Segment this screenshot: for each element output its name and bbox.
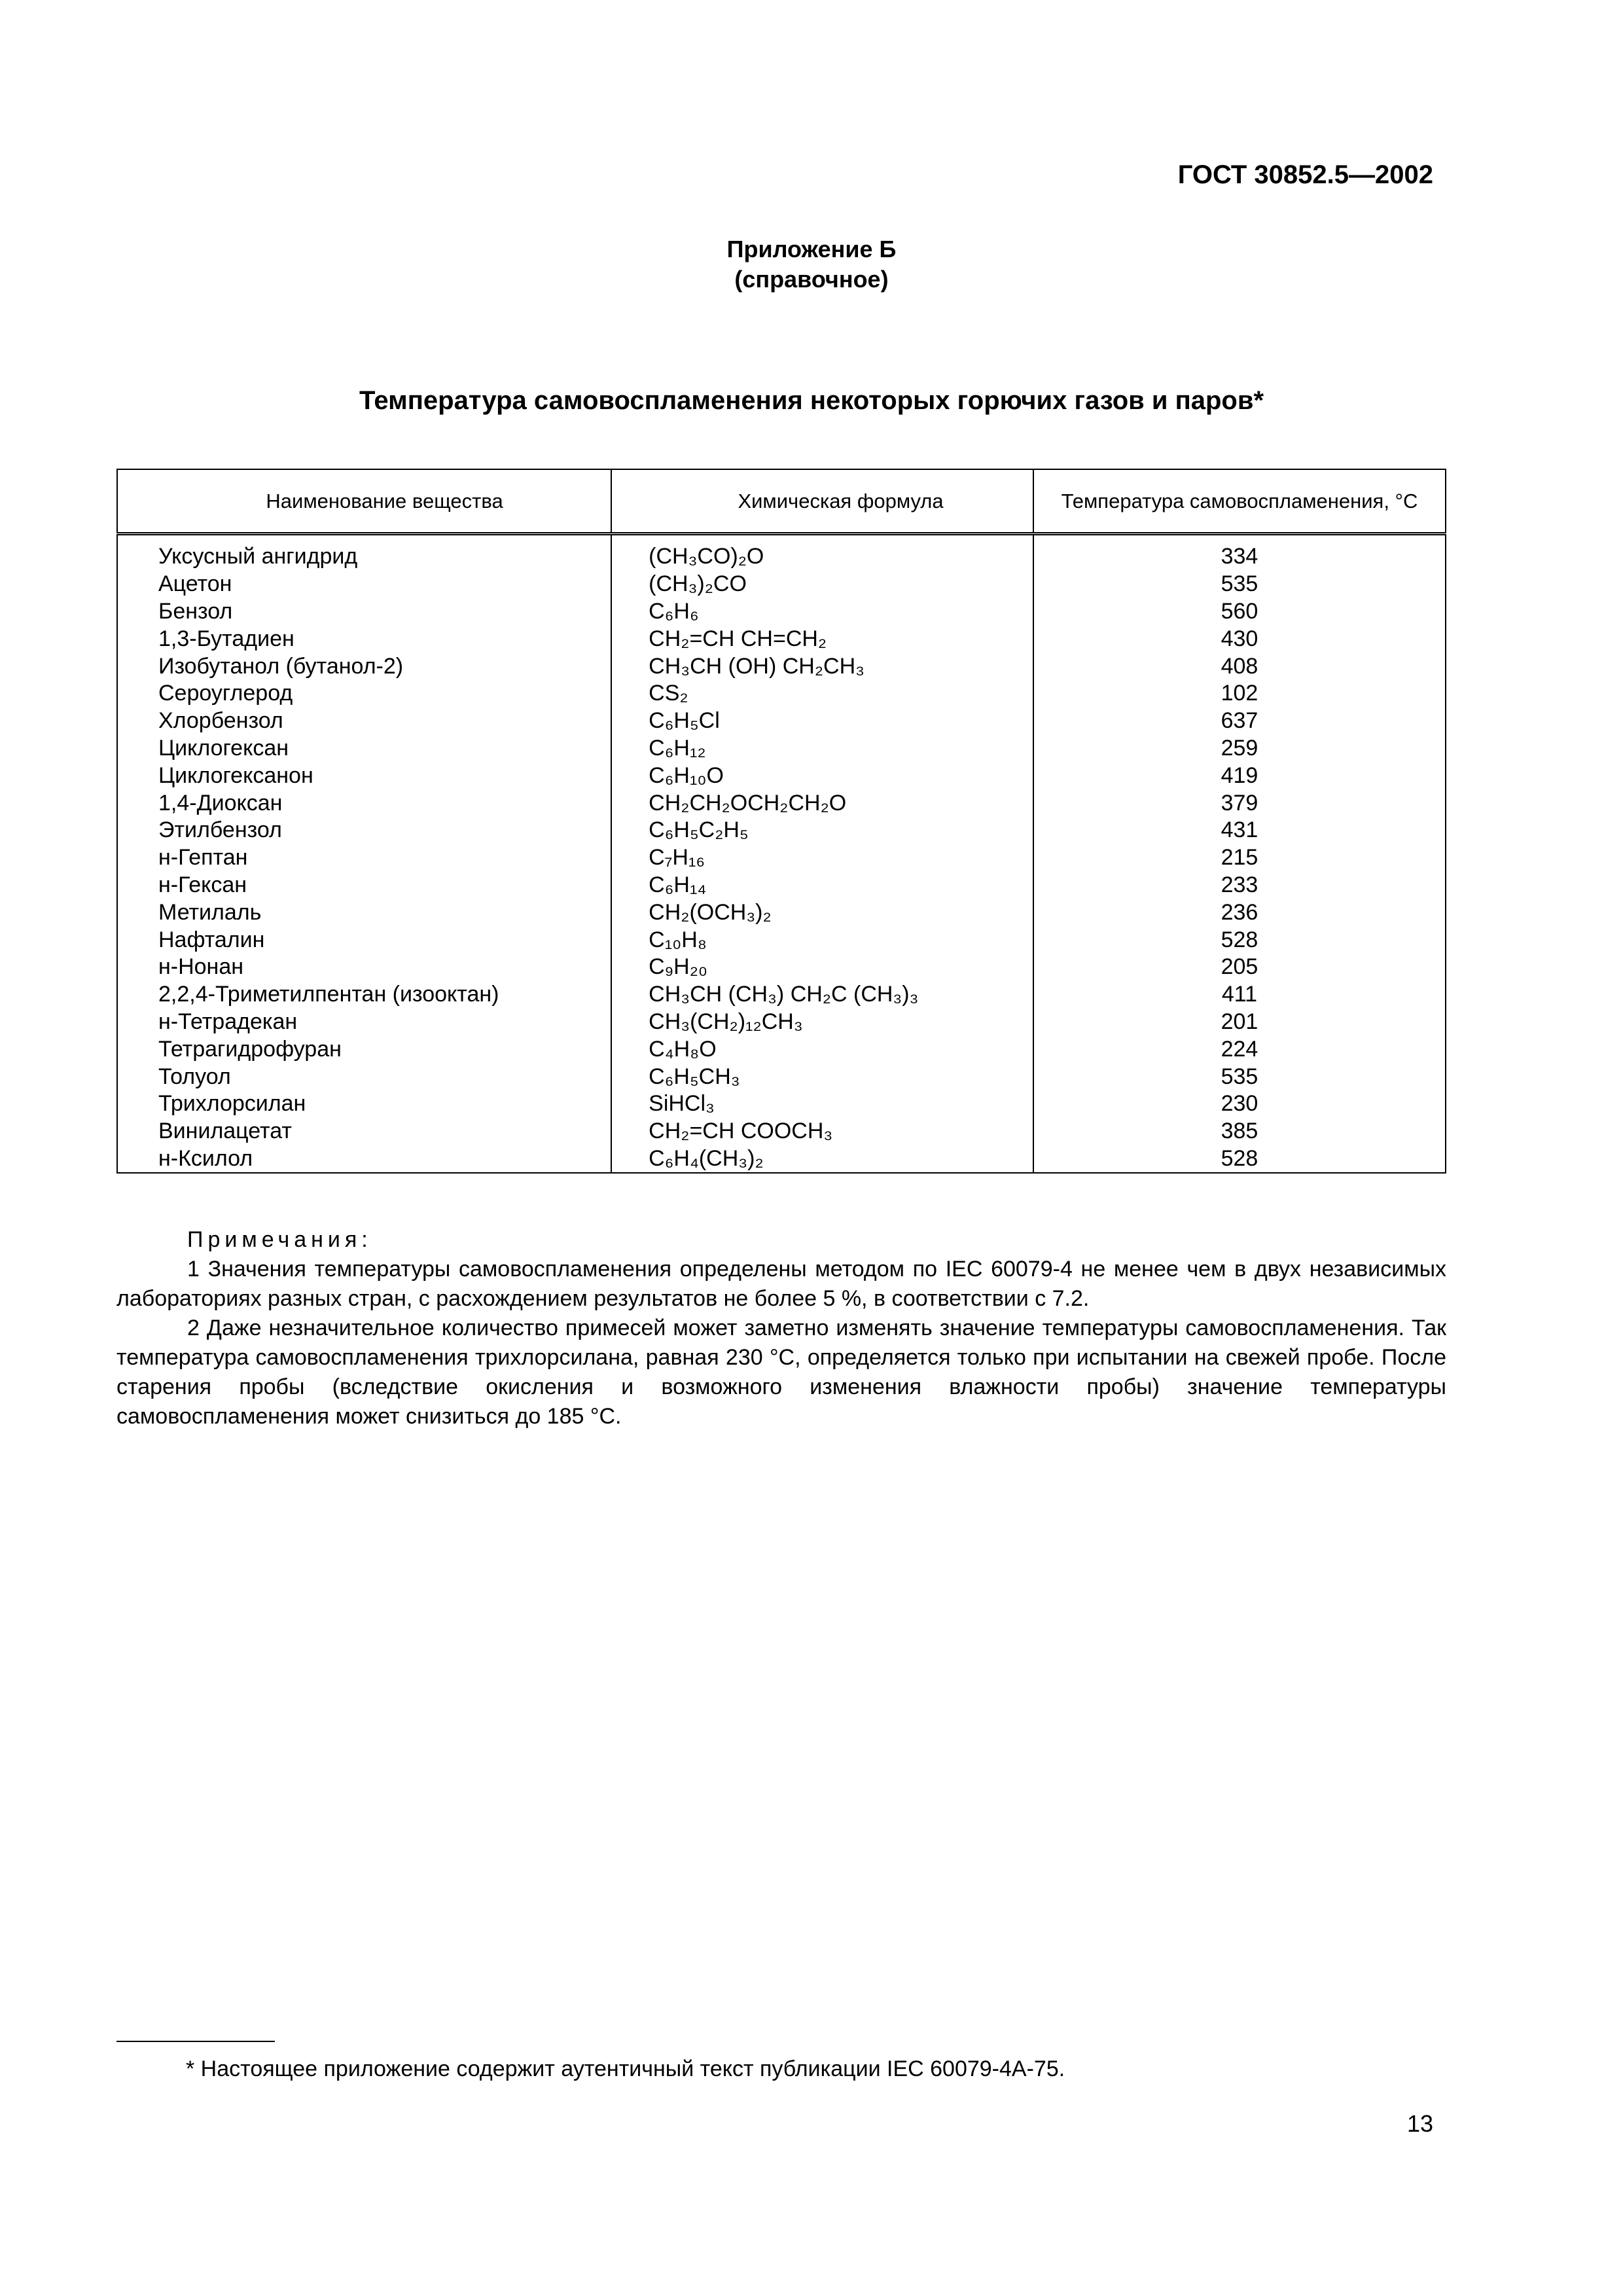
chemical-formula-cell: SiHCl₃: [611, 1090, 1033, 1118]
table-row: [117, 1009, 1446, 1036]
ignition-temperature-cell: 224: [1033, 1035, 1446, 1063]
table-row: [117, 872, 1446, 899]
ignition-temperature-cell: 385: [1033, 1118, 1446, 1145]
table-row: [117, 926, 1446, 954]
chemical-formula-cell: CH₃CH (OH) CH₂CH₃: [611, 653, 1033, 680]
chemical-formula-cell: (CH₃CO)₂O: [611, 534, 1033, 571]
chemical-formula-cell: CH₂=CH CH=CH₂: [611, 625, 1033, 653]
ignition-temperature-cell: 419: [1033, 762, 1446, 789]
table-row: [117, 844, 1446, 872]
substance-name-cell: Изобутанол (бутанол-2): [117, 653, 611, 680]
ignition-temperature-cell: 201: [1033, 1009, 1446, 1036]
chemical-formula-cell: CH₂=CH COOCH₃: [611, 1118, 1033, 1145]
chemical-formula-cell: (CH₃)₂CO: [611, 571, 1033, 598]
chemical-formula-cell: C₉H₂₀: [611, 954, 1033, 981]
ignition-temperature-cell: 102: [1033, 680, 1446, 708]
substance-name-cell: Хлорбензол: [117, 708, 611, 735]
appendix-heading: [0, 234, 1623, 295]
substance-name-cell: н-Гептан: [117, 844, 611, 872]
table-row: [117, 1090, 1446, 1118]
footnote-divider: [116, 2041, 275, 2042]
substance-name-cell: Нафталин: [117, 926, 611, 954]
table-row: [117, 1035, 1446, 1063]
table-row: [117, 762, 1446, 789]
substance-name-cell: н-Нонан: [117, 954, 611, 981]
chemical-formula-cell: CH₃CH (CH₃) CH₂C (CH₃)₃: [611, 981, 1033, 1009]
footnote: * Настоящее приложение содержит аутентичный текст публикации IEC 60079-4А-75.: [186, 2056, 1065, 2081]
table-row: [117, 571, 1446, 598]
chemical-formula-cell: C₆H₅Cl: [611, 708, 1033, 735]
substance-name-cell: 2,2,4-Триметилпентан (изооктан): [117, 981, 611, 1009]
chemical-formula-cell: C₆H₁₂: [611, 735, 1033, 762]
table-row: [117, 1145, 1446, 1174]
substance-name-cell: 1,4-Диоксан: [117, 789, 611, 817]
ignition-temperature-cell: 528: [1033, 926, 1446, 954]
substance-name-cell: Трихлорсилан: [117, 1090, 611, 1118]
chemical-formula-cell: C₆H₄(CH₃)₂: [611, 1145, 1033, 1174]
table-row: [117, 625, 1446, 653]
table-row: [117, 1118, 1446, 1145]
table-row: [117, 981, 1446, 1009]
substance-name-cell: Циклогексанон: [117, 762, 611, 789]
table-body: [117, 534, 1446, 1174]
page-number: 13: [1406, 2110, 1433, 2137]
ignition-temperature-cell: 408: [1033, 653, 1446, 680]
table-row: [117, 817, 1446, 844]
substance-name-cell: н-Ксилол: [117, 1145, 611, 1174]
substance-name-cell: Винилацетат: [117, 1118, 611, 1145]
substance-name-cell: Сероуглерод: [117, 680, 611, 708]
ignition-temperature-cell: 236: [1033, 899, 1446, 926]
chemical-formula-cell: CS₂: [611, 680, 1033, 708]
table-row: [117, 954, 1446, 981]
ignition-temperature-cell: 430: [1033, 625, 1446, 653]
chemical-formula-cell: CH₂(OCH₃)₂: [611, 899, 1033, 926]
table-title: Температура самовоспламенения некоторых горючих газов и паров*: [359, 386, 1264, 415]
ignition-temperature-cell: 560: [1033, 598, 1446, 626]
substance-name-cell: 1,3-Бутадиен: [117, 625, 611, 653]
table-row: [117, 789, 1446, 817]
substance-name-cell: Тетрагидрофуран: [117, 1035, 611, 1063]
table-row: [117, 680, 1446, 708]
chemical-formula-cell: C₇H₁₆: [611, 844, 1033, 872]
chemical-formula-cell: CH₃(CH₂)₁₂CH₃: [611, 1009, 1033, 1036]
notes-section: [116, 1225, 1446, 1431]
ignition-temperature-cell: 259: [1033, 735, 1446, 762]
header-substance-name: Наименование вещества: [117, 469, 611, 534]
substance-name-cell: Ацетон: [117, 571, 611, 598]
table-row: [117, 598, 1446, 626]
substance-name-cell: н-Гексан: [117, 872, 611, 899]
appendix-subtitle: (справочное): [734, 266, 889, 293]
ignition-temperature-table: [116, 469, 1446, 1174]
table-header-row: [117, 469, 1446, 534]
table-row: [117, 534, 1446, 571]
substance-name-cell: Циклогексан: [117, 735, 611, 762]
ignition-temperature-cell: 637: [1033, 708, 1446, 735]
substance-name-cell: Этилбензол: [117, 817, 611, 844]
ignition-temperature-cell: 535: [1033, 1063, 1446, 1090]
chemical-formula-cell: C₄H₈O: [611, 1035, 1033, 1063]
chemical-formula-cell: C₆H₅C₂H₅: [611, 817, 1033, 844]
ignition-temperature-cell: 535: [1033, 571, 1446, 598]
ignition-temperature-cell: 215: [1033, 844, 1446, 872]
note-item: 2 Даже незначительное количество примесей может заметно изменять значение температуры самовоспламенения. Так температура самовоспламенения трихлорсилана, равная 230 °С, определяется только при испытании на свежей пробе. После старения пробы (вследствие окисления и возможного изменения влажности пробы) значение температуры самовоспламенения может снизиться до 185 °С.: [116, 1316, 1446, 1429]
substance-name-cell: Уксусный ангидрид: [117, 534, 611, 571]
ignition-temperature-cell: 528: [1033, 1145, 1446, 1174]
ignition-temperature-cell: 334: [1033, 534, 1446, 571]
ignition-temperature-cell: 230: [1033, 1090, 1446, 1118]
chemical-formula-cell: C₆H₅CH₃: [611, 1063, 1033, 1090]
chemical-formula-cell: C₆H₆: [611, 598, 1033, 626]
table-row: [117, 735, 1446, 762]
ignition-temperature-cell: 233: [1033, 872, 1446, 899]
header-chemical-formula: Химическая формула: [611, 469, 1033, 534]
table-row: [117, 708, 1446, 735]
appendix-title: Приложение Б: [726, 236, 897, 262]
chemical-formula-cell: C₆H₁₄: [611, 872, 1033, 899]
ignition-temperature-cell: 431: [1033, 817, 1446, 844]
substance-name-cell: н-Тетрадекан: [117, 1009, 611, 1036]
chemical-formula-cell: CH₂CH₂OCH₂CH₂O: [611, 789, 1033, 817]
note-item: 1 Значения температуры самовоспламенения определены методом по IEC 60079-4 не менее чем в двух независимых лабораториях разных стран, с расхождением результатов не более 5 %, в соответствии с 7.2.: [116, 1257, 1446, 1311]
substance-name-cell: Бензол: [117, 598, 611, 626]
substance-name-cell: Толуол: [117, 1063, 611, 1090]
standard-number: ГОСТ 30852.5—2002: [1177, 160, 1433, 189]
chemical-formula-cell: C₁₀H₈: [611, 926, 1033, 954]
header-ignition-temperature: Температура самовоспламенения, °С: [1033, 469, 1446, 534]
ignition-temperature-cell: 205: [1033, 954, 1446, 981]
notes-heading: Примечания:: [187, 1227, 372, 1252]
table-row: [117, 899, 1446, 926]
chemical-formula-cell: C₆H₁₀O: [611, 762, 1033, 789]
ignition-temperature-cell: 411: [1033, 981, 1446, 1009]
table-row: [117, 653, 1446, 680]
substance-name-cell: Метилаль: [117, 899, 611, 926]
table-row: [117, 1063, 1446, 1090]
ignition-temperature-cell: 379: [1033, 789, 1446, 817]
